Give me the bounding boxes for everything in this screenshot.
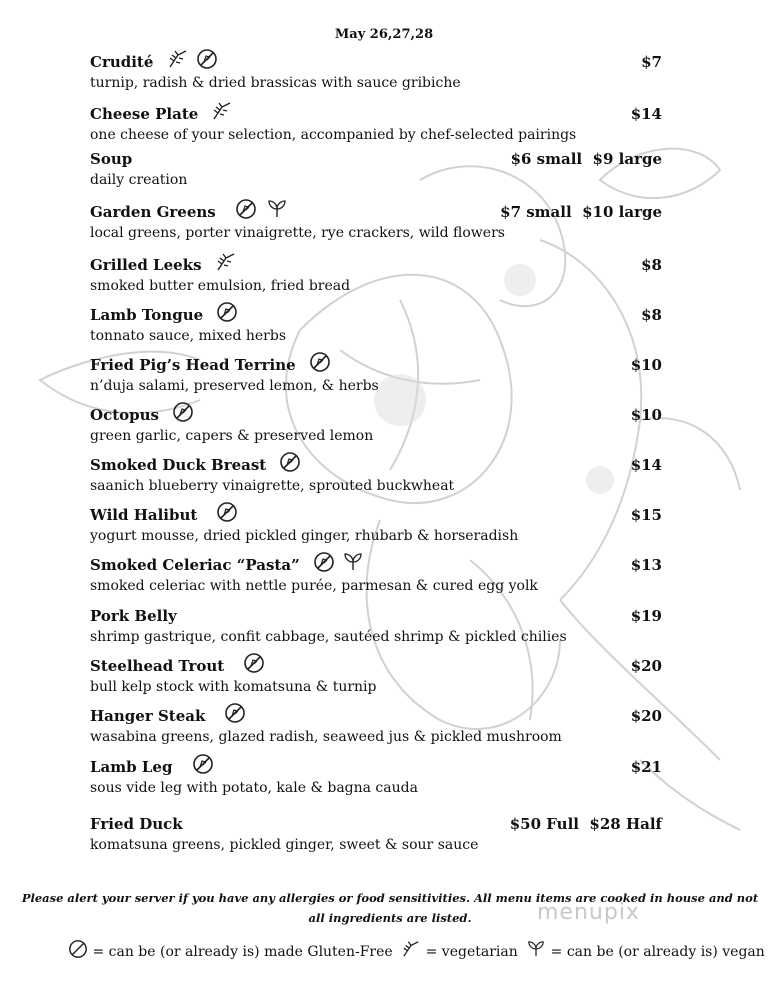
gluten-free-icon bbox=[216, 301, 238, 323]
menupix-watermark: menupix bbox=[537, 900, 640, 925]
item-description: smoked celeriac with nettle purée, parmesan & cured egg yolk bbox=[90, 578, 538, 594]
item-description: sous vide leg with potato, kale & bagna cauda bbox=[90, 780, 418, 796]
gluten-free-icon bbox=[224, 702, 246, 724]
item-description: wasabina greens, glazed radish, seaweed jus & pickled mushroom bbox=[90, 729, 562, 745]
item-name: Cheese Plate bbox=[90, 105, 199, 123]
item-name: Smoked Duck Breast bbox=[90, 456, 267, 474]
menu-item-octopus bbox=[90, 405, 670, 445]
item-description: saanich blueberry vinaigrette, sprouted buckwheat bbox=[90, 478, 455, 494]
gluten-free-icon bbox=[192, 753, 214, 775]
item-name: Fried Pig’s Head Terrine bbox=[90, 356, 296, 374]
item-description: daily creation bbox=[90, 172, 188, 188]
item-price: $10 bbox=[630, 356, 662, 374]
vegetarian-icon bbox=[215, 252, 237, 272]
item-name: Garden Greens bbox=[90, 203, 216, 221]
vegan-icon bbox=[526, 940, 546, 958]
item-price: $13 bbox=[630, 556, 662, 574]
menu-item-lamb-leg bbox=[90, 757, 670, 797]
item-price: $15 bbox=[630, 506, 662, 524]
item-price: $8 bbox=[641, 256, 662, 274]
menu-item-lamb-tongue bbox=[90, 305, 670, 345]
menu-item-grilled-leeks bbox=[90, 255, 670, 295]
gluten-free-icon bbox=[235, 198, 257, 220]
item-description: one cheese of your selection, accompanied by chef-selected pairings bbox=[90, 127, 577, 143]
gluten-free-icon bbox=[313, 551, 335, 573]
gluten-free-icon bbox=[172, 401, 194, 423]
item-name: Crudité bbox=[90, 53, 154, 71]
menu-item-hanger-steak bbox=[90, 706, 670, 746]
legend-gluten-free bbox=[68, 944, 397, 960]
item-description: local greens, porter vinaigrette, rye crackers, wild flowers bbox=[90, 225, 505, 241]
item-description: green garlic, capers & preserved lemon bbox=[90, 428, 374, 444]
vegetarian-icon bbox=[211, 101, 233, 121]
item-description: yogurt mousse, dried pickled ginger, rhubarb & horseradish bbox=[90, 528, 519, 544]
gluten-free-icon bbox=[243, 652, 265, 674]
item-description: komatsuna greens, pickled ginger, sweet & sour sauce bbox=[90, 837, 479, 853]
item-name: Pork Belly bbox=[90, 607, 177, 625]
menu-item-pigs-head-terrine bbox=[90, 355, 670, 395]
gluten-free-icon bbox=[309, 351, 331, 373]
menu-item-fried-duck bbox=[90, 814, 670, 854]
menu-item-garden-greens bbox=[90, 202, 670, 242]
item-name: Soup bbox=[90, 150, 133, 168]
item-price: $7 bbox=[641, 53, 662, 71]
gluten-free-icon bbox=[68, 939, 88, 959]
item-name: Wild Halibut bbox=[90, 506, 198, 524]
item-description: tonnato sauce, mixed herbs bbox=[90, 328, 286, 344]
item-name: Fried Duck bbox=[90, 815, 183, 833]
item-price: $19 bbox=[630, 607, 662, 625]
item-name: Smoked Celeriac “Pasta” bbox=[90, 556, 300, 574]
gluten-free-icon bbox=[279, 451, 301, 473]
gluten-free-icon bbox=[216, 501, 238, 523]
item-name: Octopus bbox=[90, 406, 159, 424]
item-description: turnip, radish & dried brassicas with sauce gribiche bbox=[90, 75, 461, 91]
item-name: Grilled Leeks bbox=[90, 256, 202, 274]
item-name: Lamb Leg bbox=[90, 758, 173, 776]
menu-item-wild-halibut bbox=[90, 505, 670, 545]
gluten-free-icon bbox=[196, 48, 218, 70]
item-price: $7 small $10 large bbox=[500, 203, 662, 221]
legend-gluten-free-text: = can be (or already is) made Gluten-Free bbox=[92, 944, 393, 960]
legend-vegetarian-text: = vegetarian bbox=[425, 944, 518, 960]
item-price: $14 bbox=[630, 105, 662, 123]
menu-item-soup bbox=[90, 149, 670, 189]
item-price: $50 Full $28 Half bbox=[509, 815, 662, 833]
item-price: $10 bbox=[630, 406, 662, 424]
item-name: Steelhead Trout bbox=[90, 657, 225, 675]
menu-date: May 26,27,28 bbox=[334, 27, 434, 42]
item-description: bull kelp stock with komatsuna & turnip bbox=[90, 679, 377, 695]
menu-item-cheese-plate bbox=[90, 104, 670, 144]
menu-item-crudite bbox=[90, 52, 670, 92]
item-price: $21 bbox=[630, 758, 662, 776]
legend-vegan-text: = can be (or already is) vegan bbox=[550, 944, 765, 960]
dietary-legend bbox=[68, 944, 765, 960]
allergy-notice: Please alert your server if you have any allergies or food sensitivities. All menu items are cooked in house and not all ingredients are listed. bbox=[21, 891, 759, 925]
menu-item-smoked-duck-breast bbox=[90, 455, 670, 495]
vegan-icon bbox=[266, 199, 288, 219]
vegan-icon bbox=[342, 552, 364, 572]
item-description: shrimp gastrique, confit cabbage, sautéed shrimp & pickled chilies bbox=[90, 629, 567, 645]
menu-item-steelhead-trout bbox=[90, 656, 670, 696]
item-price: $14 bbox=[630, 456, 662, 474]
menu-item-smoked-celeriac-pasta bbox=[90, 555, 670, 595]
item-name: Lamb Tongue bbox=[90, 306, 204, 324]
item-price: $6 small $9 large bbox=[510, 150, 662, 168]
vegetarian-icon bbox=[401, 940, 421, 958]
item-price: $8 bbox=[641, 306, 662, 324]
item-description: smoked butter emulsion, fried bread bbox=[90, 278, 351, 294]
item-price: $20 bbox=[630, 657, 662, 675]
vegetarian-icon bbox=[167, 49, 189, 69]
item-description: n’duja salami, preserved lemon, & herbs bbox=[90, 378, 379, 394]
item-name: Hanger Steak bbox=[90, 707, 206, 725]
legend-vegetarian bbox=[401, 944, 522, 960]
menu-item-pork-belly bbox=[90, 606, 670, 646]
legend-vegan bbox=[526, 944, 765, 960]
item-price: $20 bbox=[630, 707, 662, 725]
